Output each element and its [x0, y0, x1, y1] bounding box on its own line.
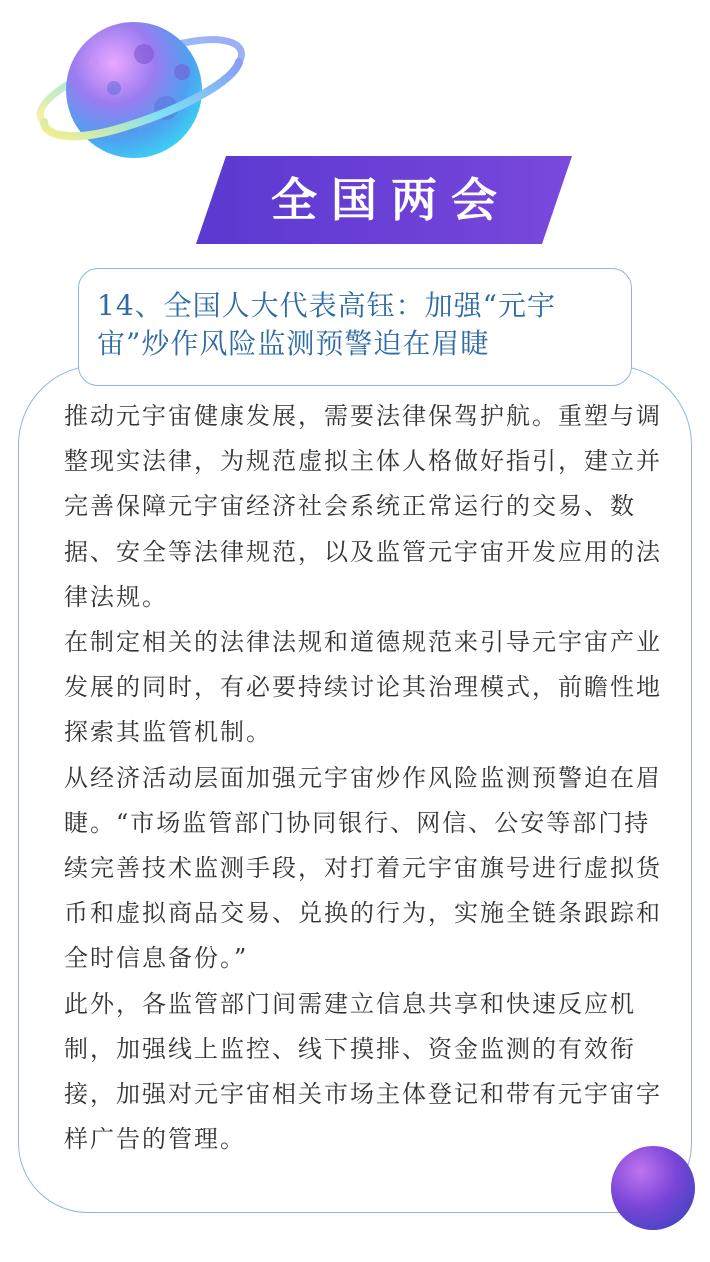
- paragraph: 此外，各监管部门间需建立信息共享和快速反应机制，加强线上监控、线下摸排、资金监测的有效衔接，加强对元宇宙相关市场主体登记和带有元宇宙字样广告的管理。: [64, 989, 662, 1154]
- planet-icon: [14, 10, 254, 170]
- section-banner: [196, 156, 572, 244]
- paragraph: 在制定相关的法律法规和道德规范来引导元宇宙产业发展的同时，有必要持续讨论其治理模式，前瞻性地探索其监管机制。: [64, 628, 662, 747]
- paragraph: 从经济活动层面加强元宇宙炒作风险监测预警迫在眉睫。“市场监管部门协同银行、网信、公安等部门持续完善技术监测手段，对打着元宇宙旗号进行虚拟货币和虚拟商品交易、兑换的行为，实施全链条跟踪和全时信息备份。”: [64, 763, 662, 973]
- article-heading: 14、全国人大代表高钰：加强“元宇宙”炒作风险监测预警迫在眉睫: [97, 289, 556, 360]
- article-body: [64, 394, 664, 1162]
- paragraph: 推动元宇宙健康发展，需要法律保驾护航。重塑与调整现实法律，为规范虚拟主体人格做好指引，建立并完善保障元宇宙经济社会系统正常运行的交易、数据、安全等法律规范，以及监管元宇宙开发应用的法律法规。: [64, 402, 662, 611]
- article-heading-box: [78, 268, 632, 386]
- orb-icon: [611, 1146, 695, 1230]
- banner-title: 全国两会: [271, 173, 511, 227]
